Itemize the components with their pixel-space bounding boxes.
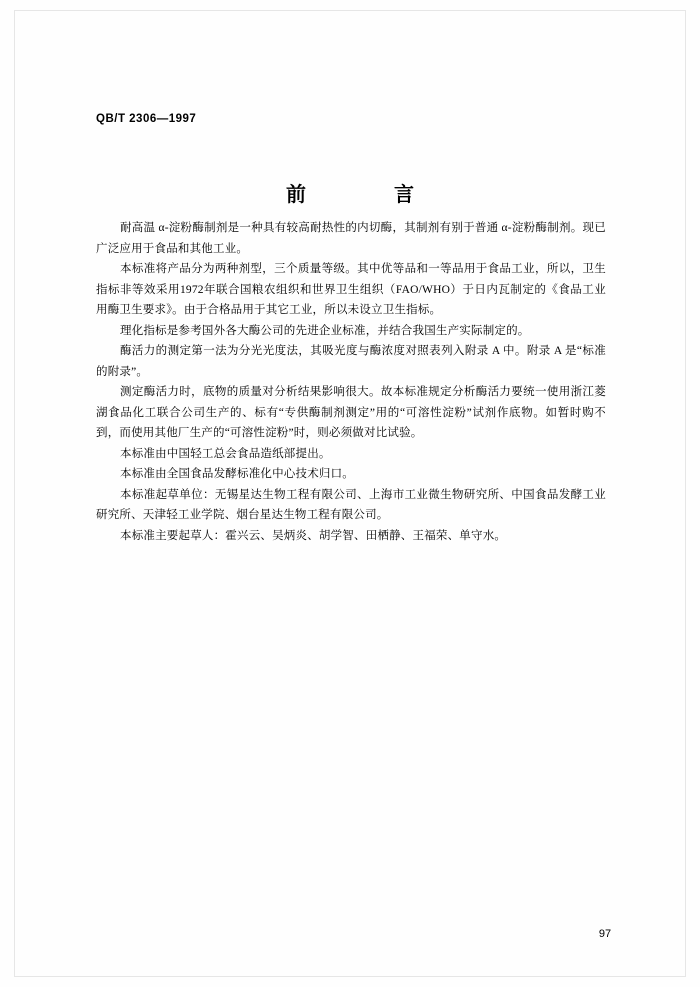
paragraph: 测定酶活力时，底物的质量对分析结果影响很大。故本标准规定分析酶活力要统一使用浙江菱湖食品化工联合公司生产的、标有“专供酶制剂测定”用的“可溶性淀粉”试剂作底物。如暂时购不到，而使用其他厂生产的“可溶性淀粉”时，则必须做对比试验。 xyxy=(96,386,606,439)
paragraph: 理化指标是参考国外各大酶公司的先进企业标准，并结合我国生产实际制定的。 xyxy=(120,324,530,337)
paragraph: 本标准将产品分为两种剂型，三个质量等级。其中优等品和一等品用于食品工业，所以，卫生指标非等效采用1972年联合国粮农组织和世界卫生组织（FAO/WHO）于日内瓦制定的《食品工业用酶卫生要求》。由于合格品用于其它工业，所以未设立卫生指标。 xyxy=(96,263,606,316)
standard-code-header: QB/T 2306—1997 xyxy=(96,113,197,125)
paragraph: 本标准由全国食品发酵标准化中心技术归口。 xyxy=(120,468,354,480)
paragraph: 本标准由中国轻工总会食品造纸部提出。 xyxy=(120,447,331,460)
page-number xyxy=(0,928,700,940)
paragraph: 耐高温 α-淀粉酶制剂是一种具有较高耐热性的内切酶，其制剂有别于普通 α-淀粉酶制剂。现已广泛应用于食品和其他工业。 xyxy=(96,222,606,255)
paragraph: 本标准起草单位：无锡星达生物工程有限公司、上海市工业微生物研究所、中国食品发酵工业研究所、天津轻工业学院、烟台星达生物工程有限公司。 xyxy=(96,488,606,521)
page-title: 前 言 xyxy=(286,184,430,206)
paragraph: 本标准主要起草人：霍兴云、吴炳炎、胡学智、田栖静、王福荣、单守水。 xyxy=(120,529,507,542)
page-number-value: 97 xyxy=(598,928,612,940)
paragraph: 酶活力的测定第一法为分光光度法，其吸光度与酶浓度对照表列入附录 A 中。附录 A 是“标准的附录”。 xyxy=(96,345,606,378)
foreword-body xyxy=(96,218,606,546)
